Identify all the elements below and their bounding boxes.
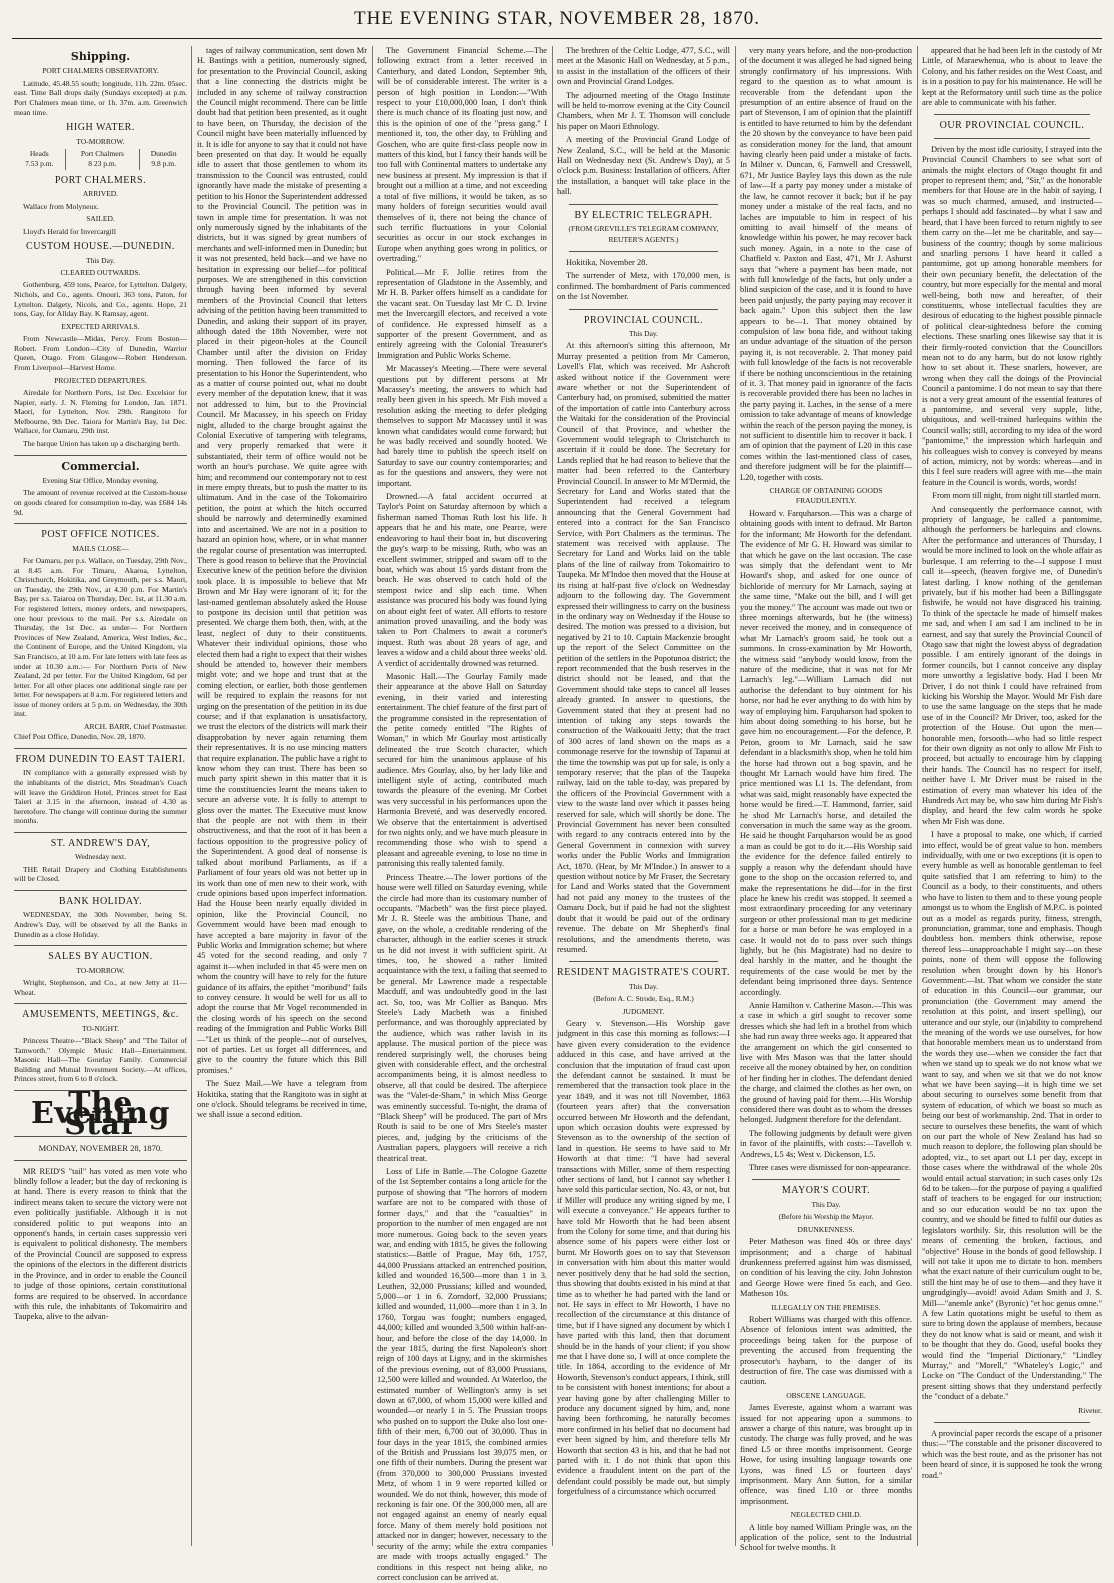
divider bbox=[569, 204, 718, 205]
post-office-date: Chief Post Office, Dunedin, Nov. 28, 1870. bbox=[14, 732, 146, 742]
drowned-item: Drowned.—A fatal accident occurred at Taylor's Point on Saturday afternoon by which a fisherman named Thomas Ruth lost his life. It appears that he and his mate, one Pearce, were endeavoring to haul their boat in, but discovering the guy's warp to be missing, Ruth, who was an excellent swimmer, stripped and swam off to the boat, which was about 15 yards distant from the beach. He was observed to catch hold of the stempost twice and slip each time. When assistance was procured his body was found lying on about eight feet of water. All efforts to restore animation proved unavailing, and the body was taken to Port Chalmers to await a coroner's inquest. Ruth was about 28 years of age, and leaves a widow and a child about three weeks' old. A verdict of accidentally drowned was returned. bbox=[377, 492, 547, 668]
leader-text: MR REID'S "tail" has voted as men vote who blindly follow a leader; but the day of reckoning is at hand. There is every reason to think that the indirect means taken to secure the victory were not even politically justifiable. Although it is not considered politic to put weapons into an opponent's hands, in certain cases suppressio veri is equivalent to political dishonesty. The members of the Provincial Council are supposed to express the opinions of the electors in the different districts in the Province, and in order to enable the Council to judge of those opinions, certain constitutional forms are required to be observed. In accordance with this rule, the inhabitants of Tokomairiro and Taupeka, alive to the advan- bbox=[14, 1166, 187, 1322]
drunkenness-text: Peter Matheson was fined 40s or three days' imprisonment; and a charge of habitual drunkenness preferred against him was dismissed, on condition of his leaving the city. John Johnston and George Howe were fined 5s each, and Geo. Matheson 10s. bbox=[740, 1237, 912, 1299]
neglected-child-text: A little boy named William Pringle was, on the application of the police, sent to the Industrial School for twelve months. It bbox=[740, 1522, 912, 1553]
column-rule bbox=[917, 46, 918, 1546]
mayors-court-sub: This Day. bbox=[811, 1199, 841, 1209]
st-andrews-sub: Wednesday next. bbox=[74, 852, 127, 862]
princess-theatre-item: Princess Theatre.—The lower portions of the house were well filled on Saturday evening, while the circle had more than its customary number of occupants. "Macbeth" was the first piece played. Mr J. R. Steele was the ambitious Thane, and gave, on the whole, a creditable rendering of the character, although in the earlier scenes it struck us he did not invest it with sufficient spirit. At times, too, he showed a rather limited acquaintance with the text, a failing that seemed to be general. Mr Lawrence made a respectable Macduff, and was undoubtedly good in the last act. So, too, was Mr Collier as Banquo. Mrs Steele's Lady Macbeth was a finished performance, and was thoroughly appreciated by the audience, which was rather lavish in its applause. The musical portion of the piece was rendered surprisingly well, the choruses being given with considerable effect, and the orchestral accompaniments being, it is almost needless to observe, all that could be desired. The afterpiece was the "Valet-de-Sham," in which Miss George was eminently successful. To-night, the drama of "Black Sheep" will be produced. The part of Mrs Routh is said to be one of Mrs Steele's master pieces, and, judging by the criticisms of the Australian papers, playgoers will receive a rich theatrical treat. bbox=[377, 872, 547, 1163]
port-chalmers-heading: PORT CHALMERS. bbox=[54, 174, 147, 186]
charge-heading: CHARGE OF OBTAINING GOODS FRAUDULENTLY. bbox=[769, 486, 883, 506]
divider bbox=[14, 945, 187, 946]
custom-house-sub: This Day. bbox=[85, 255, 116, 265]
divider bbox=[14, 890, 187, 891]
post-office-text: For Oamaru, per p.s. Wallace, on Tuesday, 29th Nov., at 8.45 a.m. For Timaru, Akaroa, Lyttelton, Christchurch, Hokitika, and Greymouth, per s.s. Maori, on Tuesday, the 29th Nov., at 4.30 p.m. For Martin's Bay, per s.s. Taiaroa on Thursday, Dec. 1st, at 11.30 a.m. For registered letters, money orders, and newspapers, one hour previous to the mail. Per s.s. Airedale on Thursday, the 1st Dec. as under— For Northern Provinces of New Zealand, America, West Indies, &c., the Continent of Europe, and the United Kingdom, via San Francisco, at 10 a.m. For late letters with late fees as under at 10.30 a.m.:— For Northern Ports of New Zealand, 2d per letter. For the United Kingdom, 6d per letter. For all other places one additional single rate per letter. For newspapers at 8 a.m. For registered letters and issue of money orders at 5 p.m. on Wednesday, the 30th inst. bbox=[14, 555, 187, 719]
tide-place: Heads bbox=[14, 149, 65, 159]
premises-heading: ILLEGALLY ON THE PREMISES. bbox=[771, 1302, 881, 1312]
sales-heading: SALES BY AUCTION. bbox=[48, 951, 153, 963]
provincial-council-heading: PROVINCIAL COUNCIL. bbox=[583, 314, 704, 326]
sailed-text: Lloyd's Herald for Invercargill bbox=[23, 226, 116, 236]
cleared-text: Gothenburg, 459 tons, Pearce, for Lyttelton. Dalgety, Nichols, and Co., agents. Onouri, 363 tons, Paton, for Lyttelton. Dalgety, Nicols, and Co., agents. Hope, 21 tons, Gay, for Allday Bay. K Ramsay, agent. bbox=[14, 280, 187, 319]
political-item: Political.—Mr F. Jollie retires from the representation of Gladstone in the Assembly, and Mr H. B. Parker offers himself as a candidate for the vacant seat. On Tuesday last Mr C. D. Irvine met the Invercargill electors, and received a vote of confidence. He expressed himself as a supporter of the present Government, and as entirely agreeing with the Colonial Treasurer's Immigration and Public Works Scheme. bbox=[377, 267, 547, 360]
tide-place: Dunedin bbox=[150, 149, 177, 158]
judgment-continued: very many years before, and the non-production of the document it was alleged he had signed being strongly confirmatory of his impressions. With regard to the question as to what amount is recoverable from the defendant upon the presumption of an entire absence of fraud on the part of Stevenson, I am of opinion that the plaintiff is entitled to have returned to him by the defendant the 20 shown by the conveyance to have been paid as consideration money for the land, that amount having clearly been paid under a mistake of facts. In Milner v. Duncan, 6, Farnwell and Cresswell, 671, Mr Justice Bayley lays this down as the rule of law—If a party pay money under a mistake of the law, he cannot recover it back; but if he pay money under a mistake of the real facts, and no laches are imputable to him in respect of his omitting to avail himself of the means of knowledge within his power, he may recover back such money. Again, in a note to the case of Chatfield v. Paxton and East, 471, Mr J. Ashurst says that "where a payment has been made, not with full knowledge of the facts, but only under a blind suspicion of the case, and it is found to have been paid unjustly, the party paying may recover it back again." Upon this subject then the law appears to be—1. That money obtained by compulsion of law bona fide, and without taking an undue advantage of the situation of the person paying it, is not recoverable. 2. That money paid with full knowledge of the facts is not recoverable if there be nothing unconscientious in the retaining of it. 3. That money paid in ignorance of the facts is recoverable provided there has been no laches in the party paying it. Laches, in the sense of a mere omission to take advantage of means of knowledge within the reach of the person paying the money, is not sufficient to disentitle him to recover it back. I am of opinion that the payment of L20 in this case comes within the last-mentioned class of cases, and therefore judgment will be for the plaintiff—L20, together with costs. bbox=[740, 46, 912, 482]
post-office-signature: ARCH. BARR, Chief Postmaster. bbox=[84, 722, 187, 732]
masthead: THE EVENING STAR, NOVEMBER 28, 1870. bbox=[353, 8, 761, 29]
column-6 bbox=[922, 46, 1102, 1546]
masonic-hall-item: Masonic Hall.—The Gourlay Family made their appearance at the above Hall on Saturday evening, in their varied and interesting entertainment. The chief feature of the first part of the programme consisted in the representation of the petite comedy entitled "The Rights of Woman," in which Mr Gourlay most artistically delineated the true Scotch character, which secured for him the unanimous applause of his audience. Mrs Gourlay, also, by her lady like and intelligent style of acting, contributed much towards the pleasure of the evening. Mr Corbet was very successful in his performances upon the Harmonia Breveté, and was deservedly encored. We observe that the entertainment is advertised for two nights only, and we have much pleasure in recommending those who wish to spend a pleasant and agreeable evening, to lose no time in patronising this really talented family. bbox=[377, 671, 547, 869]
barque-text: The barque Union has taken up a discharging berth. bbox=[23, 438, 180, 448]
expected-label: EXPECTED ARRIVALS. bbox=[61, 321, 140, 331]
dismissed-text: Three cases were dismissed for non-appearance. bbox=[749, 1163, 911, 1173]
rm-court-heading: RESIDENT MAGISTRATE'S COURT. bbox=[557, 967, 730, 979]
divider bbox=[934, 114, 1090, 115]
commercial-text: The amount of revenue received at the Custom-house on goods cleared for consumption to-day, was £684 14s 9d. bbox=[14, 488, 187, 517]
divider bbox=[934, 138, 1090, 139]
taieri-text: IN compliance with a generally expressed wish by the inhabitants of the district, Mrs Steadman's Coach will leave the Griddiron Hotel, Princes street for East Taieri at 3.15 in the afternoon, instead of 4.30 as heretofore. The change will continue during the summer months. bbox=[14, 768, 187, 826]
projected-text: Airedale for Northern Ports, 1st Dec. Excelsior for Napier, early. J. N. Fleming for London, Jan. 1871. Maori, for Lyttelton, Nov. 29th. Rangitoto for Melbourne, 9th Dec. Taiora for Martin's Bay, 1st Dec. Wallace, for Oamaru, 29th inst. bbox=[14, 388, 187, 436]
telegraph-text: The surrender of Metz, with 170,000 men, is confirmed. The bombardment of Paris commenced on the 1st November. bbox=[557, 271, 730, 302]
our-council-heading: OUR PROVINCIAL COUNCIL. bbox=[939, 120, 1085, 132]
bank-holiday-heading: BANK HOLIDAY. bbox=[58, 896, 143, 908]
mayors-court-heading: MAYOR'S COURT. bbox=[781, 1185, 871, 1197]
default-judgments-text: The following judgments by default were given in favor of the plaintiffs, with costs:—Tavelloh v. Andrews, L5 4s; West v. Dickenson, L5. bbox=[740, 1128, 912, 1159]
tide-place: Port Chalmers bbox=[65, 149, 140, 159]
column-2 bbox=[197, 46, 367, 1546]
neglected-child-heading: NEGLECTED CHILD. bbox=[790, 1510, 862, 1520]
divider bbox=[14, 455, 187, 456]
commercial-office: Evening Star Office, Monday evening. bbox=[42, 475, 159, 485]
hamilton-case-text: Annie Hamilton v. Catherine Mason.—This was a case in which a girl sought to recover some dresses which she had left in a brothel from which she had run away three weeks ago. It appeared that the arrangement on which the girl consented to live with Mrs Mason was that the latter should receive all the money obtained by her, on condition of her finding her in clothes. The defendant denied the charge, and claimed the clothes as her own, on the ground of having paid for them.—His Worship considered there was doubt as to whom the dresses belonged. Judgment therefore for the defendant. bbox=[740, 1000, 912, 1125]
divider bbox=[14, 748, 187, 749]
post-office-heading: POST OFFICE NOTICES. bbox=[41, 529, 160, 541]
st-andrews-text: THE Retail Drapery and Clothing Establishments will be Closed. bbox=[14, 864, 187, 884]
grand-lodge-item: A meeting of the Provincial Grand Lodge of New Zealand, S.C., will be held at the Masonic Hall on Wednesday next (St. Andrew's Day), at 5 o'clock p.m. Business: Installation of officers. After the installation, a banquet will take place in the hall. bbox=[557, 135, 730, 197]
paper-date: MONDAY, NOVEMBER 28, 1870. bbox=[38, 1143, 163, 1154]
st-andrews-heading: ST. ANDREW'S DAY, bbox=[50, 838, 151, 850]
shipping-heading: Shipping. bbox=[70, 50, 131, 63]
telegraph-sub: (FROM GREVILLE'S TELEGRAM COMPANY, REUTER'S AGENTS.) bbox=[568, 224, 719, 244]
divider bbox=[14, 1160, 187, 1161]
tide-time: 9.8 p.m. bbox=[151, 159, 176, 169]
provincial-council-text: At this afternoon's sitting this afternoon, Mr Murray presented a petition from Mr Cameron, Lovell's Flat, which was received. Mr Ashcroft asked without notice if the Government were aware whether or not the Superintendent of Canterbury had, on promised, submitted the matter of the importation of cattle into Canterbury across the Waitaki for the consideration of the Provincial Council of that Province, and whether the Government would telegraph to Christchurch to ascertain if it could be done. The Secretary for Lands replied that he had reason to believe that the matter had been referred to the Canterbury Provincial Council. In answer to Mr M'Dermid, the Secretary for Land and Works stated that the Superintendent had received a telegram announcing that the General Government had entered into a contract for the San Francisco Service, with Port Chalmers as the terminus. The statement was received with applause. The Secretary for Land and Works laid on the table plans of the line of railway from Tokomairiro to Taupeka. Mr M'Indoe then moved that the House at its rising at half-past five o'clock on Wednesday adjourn to the following day. The Government expressed their willingness to carry on the business in the ordinary way on Wednesday if the House so desired. The motion was pressed to a division, but negatived by 21 to 10. Captain Mackenzie brought up the report of the Select Committee on the petition of the settlers in the Popotunoa district; the report recommended that the bush reserves in the district should not be leased, and that the Government should take steps to cancel all leases already granted. In answer to questions, the Government stated that they at present had no intention of taking any steps towards the construction of the Waikouaiti Jetty; that the tract of 300 acres of land shown on the maps as a commonage reserve for the township of Tapanui at the time the township was put up for sale, is only a temporary reserve; that the plan of the Taupeka railway, laid on the table to-day, was prepared by the officers of the Provincial Government with a view to the waste land over which it passes being reserved for sale, which will shortly be done. The Provincial Government has never been consulted with regard to any contracts entered into by the General Government in connexion with survey works under the Public Works and Immigration Act, 1870. (Hear, by Mr M'Indoe.) In answer to a question without notice by Mr Fraser, the Secretary for Land and Works stated that the Government had not paid any money to the trustees of the Oamaru Dock, but if paid he had not the slightest doubt that it would be paid out of the ordinary revenue. The debate on Mr Shepherd's final resolutions, and the amendments thereto, was resumed. bbox=[557, 341, 730, 954]
prisoner-escape-item: A provincial paper records the escape of a prisoner thus:—"The constable and the prisoner discovered to which was the best route, and as the prisoner has not been heard of since, it is supposed he took the wrong road." bbox=[922, 1429, 1102, 1480]
post-office-sub: MAILS CLOSE— bbox=[72, 543, 129, 553]
column-rule bbox=[552, 46, 553, 1546]
suez-mail-item: The Suez Mail.—We have a telegram from Hokitika, stating that the Rangitoto was in sight at one o'clock. Should telegrams be received in time, we shall issue a second edition. bbox=[197, 1079, 367, 1120]
column-rule bbox=[372, 46, 373, 1546]
rm-court-text: Geary v. Stevenson.—His Worship gave judgment in this case this morning as follows:—I have given every consideration to the evidence adduced in this case, and have arrived at the conclusion that the imputation of fraud cast upon the defendant cannot be sustained. It must be remembered that the transaction took place in the year 1849, and it was not till November, 1863 (fourteen years after) that the conversation occurred between Mr Howorth and the defendant, upon which occasion doubts were expressed by Stevenson as to the ownership of the section of land in question. He seems to have said to Mr Howorth at that time: "I have had several transactions with Miller, some of them respecting other sections of land, but I cannot say whether I have sold this particular section, No. 43, or not, but if Miller will produce any writing signed by me, I will execute a conveyance." He appears further to have told Mr Howorth that he had been absent from the Colony for some time, and that during his absence some of his papers were either lost or burnt. Mr Howorth goes on to say that Stevenson in conversation with him about this matter would never positively deny that he had sold the section, thus showing that doubts existed in his mind at that time as to whether he had parted with the land or not. He says in effect to Mr Howorth, I have no recollection of the circumstance at this distance of time, but if I have signed any document by which I have parted with this land, then that document should be in the hands of your client; if you show me that I have done so, I will at once complete the title. In 1864, according to the evidence of Mr Howorth, Stevenson's conduct appears, I think, still to be consistent with honest intentions; for about a year having gone by after challenging Miller to produce any document signed by him, and, none having been forthcoming, he naturally becomes more confirmed in his belief that no document had ever been signed by him, and therefore tells Mr Howorth that section 43 is his, and that he had not parted with it. I do not think that upon this evidence a fraudulent intent on the part of the defendant could possibly be made out, but simply forgetfulness of a circumstance which occurred bbox=[557, 1018, 730, 1497]
column-1 bbox=[14, 46, 187, 1546]
divider bbox=[752, 1179, 900, 1180]
obscene-heading: OBSCENE LANGUAGE. bbox=[786, 1390, 866, 1400]
column-5 bbox=[740, 46, 912, 1553]
telegraph-dateline: Hokitika, November 28. bbox=[566, 257, 648, 267]
sales-text: Wright, Stephenson, and Co., at new Jetty at 11—Wheat. bbox=[14, 978, 187, 997]
child-continued: appeared that he had been left in the custody of Mr Little, of Maraewhenua, who is about to leave the Colony, and his father resides on the West Coast, and is in a position to pay for his maintenance. He will be kept at the Reformatory until such time as the police are able to communicate with his father. bbox=[922, 46, 1102, 108]
rm-court-judgment: JUDGMENT. bbox=[622, 1006, 665, 1016]
telegraph-heading: BY ELECTRIC TELEGRAPH. bbox=[574, 209, 713, 221]
council-letter-p2: And consequently the performance cannot, with propriety of language, be called a pantomime, although the performers be harlequins and clowns. After the performance and utterances of Thursday, I would be more inclined to look on the whole affair as burlesque. I am referring to the—I suppose I must call it—speech, (heaven forgive me, of Dunedin's latest darling. I know nothing of the gentleman privately, but if his mother had been a Billingsgate fishwife, he would not have disgraced his training. To think of the spectacle he made of himself makes me sad, and when I am sad I am inclined to be in earnest, and say that surely the Provincial Council of Otago saw that night the lowest abyss of degradation possible. I am entirely ignorant of the doings in former councils, but I cannot conceive any display more unworthy a legislative body. Had I been Mr Driver, I do not think I could have refrained from kicking his Worship the Mayor. Would Mr Fish dare to use the same language on the steps that he made use of in the Council? Mr Driver, too, asked for the protection of the House. Out upon the men—honorable men, forsooth—who had so little respect for their own dignity as not only to allow Mr Fish to proceed, but actually to encourage him by clapping their hands. The Council has no respect for itself, neither have I. Mr Driver must be raised in the estimation of every man whatever his idea of the Hundreds Act may be, who saw him during Mr Fish's display, and heard the few calm words he spoke when Mr Fish was done. bbox=[922, 504, 1102, 826]
premises-text: Robert Williams was charged with this offence. Absence of felonious intent was admitted, the proceedings being taken for the purpose of preventing the accused from frequenting the prosecutor's haybarn, to the danger of its destruction of fire. The case was dismissed with a caution. bbox=[740, 1314, 912, 1387]
commercial-heading: Commercial. bbox=[61, 459, 140, 473]
cleared-label: CLEARED OUTWARDS. bbox=[60, 268, 141, 278]
rm-court-sub: This Day. bbox=[628, 981, 659, 991]
amusements-sub: TO-NIGHT. bbox=[81, 1023, 119, 1033]
top-rule bbox=[12, 38, 1102, 39]
arrived-label: ARRIVED. bbox=[82, 189, 119, 199]
column-rule bbox=[735, 46, 736, 1546]
rm-court-before: (Before A. C. Strode, Esq., R.M.) bbox=[593, 994, 694, 1004]
howard-case-text: Howard v. Farquharson.—This was a charge of obtaining goods with intent to defraud. Mr Barton for the informant; Mr Howorth for the defendant. The evidence of Mr G. H. Howard was similar to that which he gave on the last occasion. The case was simply that the defendant went to Mr Howard's shop, and asked for one ounce of bichloride of mercury for Mr Larnach, saying at the same time, "Make out the bill, and I will get you the money." The account was made out two or three mornings afterwards, but he (the witness) never received the money, and in consequence of what Mr Larnach's groom said, he took out a summons. In cross-examination by Mr Howorth, the witness said "anybody would know, from the nature of the medicine, that it was not for Mr Larnach's leg."—William Larnach did not authorise the defendant to buy ointment for his horse, nor had he ever anything to do with him by way of employing him. Farquharson had spoken to him about doing something to his horse, but he gave him no encouragement.—For the defence, P. Peton, groom to Mr Larnach, said he saw defendant in a blacksmith's shop, when he told him the horse had thrown out a bog spavin, and he thought Mr Larnach would have him fired. The price mentioned was L1 1s. The defendant, from what was said, might reasonably have expected the horse would be fired.—T. Hammond, farrier, said he shod Mr Larnach's horse, and detailed the conversation in much the same way as the groom. He said he thought Farquharson would be as good a man as could be got to do it.—His Worship said the evidence for the defence failed entirely to supply a reason why the defendant should have gone to the shop on the occasion referred to, and make the representations he did—for in the first place he knew his credit was stopped. It seemed a most extraordinary proceeding for any veterinary surgeon or other professional man to get medicine for a horse or man before he was employed in a case. It would not do to pass over such things lightly, but he (his Magistrate) had no desire to deal harshly in the matter, and he thought the requirements of the case would be met by the defendant being imprisoned three days. Sentence accordingly. bbox=[740, 508, 912, 997]
council-letter-p3: I have a proposal to make, one which, if carried into effect, would be of great value to hon. members individually, with one or two exceptions (it is open to every humble as well as honorable gentleman to feel quite satisfied that I am referring to him) to the Council as a body, to their constituents, and others who have to listen to them and to these young people amongst us to whom the English of M.P.C. is pointed out as a model as regards purity, fitness, strength, pronunciation, grammar, tone and emphasis. Though doubtless hon. members think otherwise, repose thereof less—unapproachable I might say—on these points, none of them will oppose the following resolution when brought down by his Honor's Government:—Ist. That whom we consider the state of education in this Council—our grammar, our pronunciation (the Government may amend the resolution at this point, and insert spelling), our utterance and our style, our (in)ability to comprehend the meaning of the words we use ourselves, for how that honorable members mean us to understand from the words they use—when we consider the fact that when we stand up to speak we do not know what we want to say, and when we sit that we do not know what we have been saying—it is high time we set about securing to ourselves some benefit from that system of education, of which we boast so much as being our best of workmanship. 2nd. That in order to secure to ourselves these benefits, the want of which on our part the whole of New Zealand has had so much reason to deplore, the following plan should be adopted, viz., to set apart out L1 per day, except in those cases where the withdrawal of the whole 20s would entail actual starvation; in such cases only 12s 6d to be taken—for the purpose of paying a qualified staff of teachers to be engaged for our instruction; and so our education would be no tax upon the country, and we should be fitted to fulfil our duties as legislators worthily. Sir, this resolution will be the means of cementing the broken, factious, and "objective" House in the bonds of good fellowship. I will not take it upon me to dictate to hon. members what the exact nature of their curriculum ought to be, still the hint may be of use to them—and they have it ungrudgingly—avoid! avoid Adam Smith and J. S. Mill—"anemle anke" (Byronic) "et hoc genus omne." A few Latin quotations might be useful to them as sure to bring down the applause of members, because they do not know what is said or meant, and wish it to be thought that they do. Good, useful books they would find the "Imperial Dictionary," "Lindley Murray," and "Morell," "Whateley's Logic," and Locke on "The Conduct of the Understanding." The present sitting shows that they understand perfectly the "conduct of a debate." bbox=[922, 830, 1102, 1402]
divider bbox=[569, 251, 718, 252]
obscene-text: James Evereste, against whom a warrant was issued for not appearing upon a summons to answer a charge of this nature, was brought up in custody. The charge was fully proved, and he was fined L5 or three months imprisonment. George Howe, for using insulting language towards one Lyons, was fined L5 or fourteen days' imprisonment. Mary Ann Sutton, for a similar offence, was fined L10 or three months imprisonment. bbox=[740, 1403, 912, 1506]
divider bbox=[569, 309, 718, 310]
celtic-lodge-item: The brethren of the Celtic Lodge, 477, S.C., will meet at the Masonic Hall on Wednesday, at 5 p.m., to assist in the installation of the officers of their own and Provincial Grand Lodges. bbox=[557, 46, 730, 87]
council-letter-verse: From morn till night, from night till startled morn. bbox=[932, 491, 1101, 501]
high-water-sub: TO-MORROW. bbox=[76, 136, 125, 146]
projected-label: PROJECTED DEPARTURES. bbox=[54, 375, 147, 385]
macassey-meeting-item: Mr Macassey's Meeting.—There were several questions put by different persons at Mr Macassey's meeting, the answers to which had really been given in his speech. Mr Fish moved a resolution asking the meeting to defer pledging themselves to support Mr Macassey until it was known what candidates would come forward; but he was badly received and soundly hooted. We had barely time to publish the speech itself on Saturday to save our country contemporaries; and as for the questions and answers, they were not important. bbox=[377, 364, 547, 488]
otago-institute-item: The adjourned meeting of the Otago Institute will be held to-morrow evening at the City Council Chambers, when Mr J. T. Thomson will conclude his paper on Maori Ethnology. bbox=[557, 90, 730, 131]
divider bbox=[569, 961, 718, 962]
divider bbox=[14, 1003, 187, 1004]
paper-title: The Evening Star bbox=[31, 1086, 170, 1142]
observatory-heading: PORT CHALMERS OBSERVATORY. bbox=[42, 66, 159, 76]
bank-holiday-text: WEDNESDAY, the 30th November, being St. Andrew's Day, will be observed by all the Banks in Dunedin as a close Holiday. bbox=[14, 910, 187, 939]
observatory-text: Latitude, 45.48.55 south; longitude, 11h. 22m. 05sec. east. Time Ball drops daily (Sundays excepted) at p.m. Port Chalmers mean time, or 1h. 37m. a.m. Greenwich mean time. bbox=[14, 78, 187, 117]
financial-scheme-item: The Government Financial Scheme.—The following extract from a letter received in Canterbury, and dated London, September 9th, will be of considerable interest. The writer is a person of high position in London:—"With respect to your £10,000,000 loan, I don't think there is much chance of its floating just now, and this is the opinion of one of the "press gang." I mentioned it, too, the other day, to Frühling and Goschen, who are quite first-class people now in matters of this kind, but I fancy their hands will be too full with Continental matters to undertake any new business at present. My impression is that if brought out a million at a time, and not exceeding a total of five millions, it would be taken, as so many holders of foreign securities would avail themselves of it, there not being the chance of such terrific fluctuations in your Colonial securities as occur in our stock exchanges in Europe when anything goes wrong in politics, or overtrading." bbox=[377, 46, 547, 264]
divider bbox=[14, 523, 187, 524]
council-letter-signature: Riveter. bbox=[1078, 1405, 1102, 1415]
drunkenness-heading: DRUNKENNESS. bbox=[797, 1224, 855, 1234]
custom-house-heading: CUSTOM HOUSE.—DUNEDIN. bbox=[26, 241, 175, 253]
column-4 bbox=[557, 46, 730, 1546]
high-water-heading: HIGH WATER. bbox=[66, 122, 135, 134]
column-3 bbox=[377, 46, 547, 1582]
amusements-heading: AMUSEMENTS, MEETINGS, &c. bbox=[22, 1009, 179, 1021]
tide-time: 8 23 p.m. bbox=[65, 159, 140, 169]
tide-time: 7.53 p.m. bbox=[14, 159, 65, 169]
arrived-text: Wallace from Molyneux. bbox=[23, 201, 99, 211]
council-letter-p1: Driven by the most idle curiosity, I strayed into the Provincial Council Chambers to see what sort of animals the might electors of Otago thought fit and proper to represent them; and, "Sir," as the honorable members for that House are in the habit of saying, I was so much charmed, amused, and instructed—perhaps I should add fascinated—by what I saw and heard, that I have been forced to return nightly to see them carry on the—let me be charitable, and say—business of the country; though by some malicious and snarling persons I have heard it called a pantomime, got up among honorable members for their own pecuniary benefit, the delectation of the country, but more especially for the mental and moral well-being, both now and hereafter, of their constituents, whose intellectual faculties they are desirous of educating to the highest possible pinnacle of political clear-sightedness before the coming elections. These snarling ones likewise say that it is their firmly-rooted conviction that the Councillors mean not to do any harm, but do not know rightly how to set about it. These snarlers, however, are wrong when they call the doings of the Provincial Council a pantomime. I do not mean to say that there is not a very great amount of the essential features of a pantomime, and several very supple, lithe, ubiquitous, and well-trained harlequins within the Council walls; still, according to my idea of the word "pantomime," the impression which harlequin and his colleagues wish to convey is conveyed by means of action, mimicry, not by words: whereas—and in this I feel sure readers will agree with me—the main feature in the Council is words, words, words! bbox=[922, 144, 1102, 487]
provincial-council-sub: This Day. bbox=[628, 328, 659, 338]
sailed-label: SAILED. bbox=[86, 214, 115, 224]
divider bbox=[934, 1422, 1090, 1423]
divider bbox=[14, 832, 187, 833]
mayors-court-before: (Before his Worship the Mayor. bbox=[778, 1212, 874, 1222]
sales-sub: TO-MORROW. bbox=[76, 965, 125, 975]
column-rule bbox=[191, 46, 192, 1546]
amusements-text: Princess Theatre—"Black Sheep" and "The Tailor of Tamworth." Olympic Music Hall—Entertainment. Masonic Hall—The Gourlay Family. Commercial Building and Mutual Investment Society.—At offices, Princes street, from 6 to 8 o'clock. bbox=[14, 1036, 187, 1084]
expected-text: From Newcastle—Midas, Percy. From Boston—Robert. From London—City of Dunedin, Warrior Queen, Otago. From Glasgow—Robert Henderson. From Liverpool—Harvest Home. bbox=[14, 334, 187, 372]
loss-of-life-item: Loss of Life in Battle.—The Cologne Gazette of the 1st September contains a long article for the purpose of showing that "The horrors of modern warfare are not to be compared with those of former days," and that the "casualties" in proportion to the number of men engaged are not more numerous. Going back to the seven years war, and ending with 1815, he gives the following statistics:—Battle of Prague, May 6th, 1757, 44,000 Prussians attacked an entrenched position, killed and wounded 16,500—more than 1 in 3. Leuthen, 32,000 Prussians; killed and wounded, 5,000—or 1 in 6. Zorndorf, 32,000 Prussians; killed and wounded, 11,000—more than 1 in 3. In 1760, Torgau was fought; numbers engaged, 44,000; killed and wounded 3,500 within half-an-hour, and before the close of the day 14,000. In the year 1815, during the first Napoleon's short reign of 100 days at Ligny, and in the skirmishes of the previous evening, out of 83,000 Prussians, 12,500 were killed and wounded. At Waterloo, the estimated number of Wellington's army is set down at 67,000, of whom 15,000 were killed and wounded—or nearly 1 in 5. The Prussian troops who pushed on to support the Duke also lost one-fifth of their men, 6,700 out of 30,000. Thus in four days in the year 1815, the combined armies of the British and Prussians lost 39,075 men, or one fifth of their numbers. During the present war (from 370,000 to 300,000 Prussians invested Metz, of whom 1 in 9 were reported killed or wounded. We do not think, however, this mode of reckoning is fair one. Of the 300,000 men, all are not engaged against an enemy of nearly equal force. Many of them merely hold positions not attacked nor in danger; however, necessary to the security of the army; while the extra companies are made with troops actually engaged." The conditions in this respect not being alike, no correct conclusion can be arrived at. bbox=[377, 1167, 547, 1582]
leader-continued: tages of railway communication, sent down Mr H. Bastings with a petition, numerously signed, for presentation to the Provincial Council, asking that a line connecting the districts might be included in any scheme of railway construction the Council might recommend. There can be little doubt had that petition been presented, as it ought to have been, on Thursday, the decision of the Council might have been materially influenced by it. It is idle for anyone to say that it could not have been presented on that day. It would be equally idle to assert that those gentlemen to whom its transmission to the Council was entrusted, could ignorantly have made the mistake of presenting a petition to his Honor the Superintendent addressed to the Provincial Council. The petition was in town in ample time for presentation. It was not only numerously signed by the inhabitants of the districts, but it was signed by great numbers of merchants and well-informed men in Dunedin; but it was not presented, held back—and we have no hesitation in expressing our belief—for political purposes. We are strengthened in this conviction through having been informed by several members of the Provincial Council that letters advising of the petition having been transmitted to Dunedin, and asking their support of its prayer, although dated the 18th November, were not placed in their pigeon-holes at the Council Chamber until after the division on Friday morning. Then followed the farce of its presentation to his Honor the Superintendent, who as a matter of course pointed out, what no doubt every member of the deputation knew, that it was not addressed to him, but to the Provincial Council. Mr Macassey, in his speech on Friday night, alluded to the charge brought against the Colonial Executive of tampering with telegrams, and very properly remarked that were it substantiated, their term of office would not be worth an hour's purchase. We quite agree with him; and recommend our contemporary not to rest in mere empty threats, but to push the matter to its ultimatum. And in the case of the Tokomairiro petition, the point at which the hitch occurred should be narrowly and determinedly examined into and ascertained. We are not in a position to hazard an opinion how, where, or in what manner the regular course of presentation was interrupted. There is good reason to believe that the Provincial Executive knew of the petition before the division took place. It is impossible to believe that Mr Brown and Mr Hay were ignorant of it; for the last-named gentleman absolutely asked the House to postpone its decision until that petition was presented. We charge them both, then, with, at the least, neglect of duty to their constituents. Whatever their individual opinions, those who elected them had a right to expect that their wishes should be attended to, however their members might vote; and we hope and trust that at the coming election, or earlier, both those gentlemen will be required to explain the reasons for not urging on the presentation of the petition in its due course; and if that explanation is unsatisfactory, we trust the electors of the districts will mark their disapprobation by never again returning them their representatives. It is no use mincing matters that require explanation. The public have a right to know whom they can trust. There has been so much party spirit shewn in this matter that it is time the constituencies learnt the means taken to secure an adverse vote. It is folly to attempt to gloss over the matter. The Executive must know that the people are not with them in their obstructiveness, and that the root of it has been a factious opposition to the progressive policy of the Superintendent. A good deal of nonsense is talked about moribund Parliaments, as if a Parliament of four years old was not better up in its work than one of men new to their work, with crude opinions based upon imperfect information. Had the House been nearly equally divided in opinion, like the Provincial Council, no Government would have been mad enough to have accepted a bare majority in favor of the Public Works and Immigration scheme; but where 45 voted for the second reading, and only 7 against it—when included in that 45 were men on whom the country will have to rely for the future guidance of its affairs, the epithet "moribund" fails to convey censure. It would be well for us all to adopt the course that Mr Vogel recommended in the closing words of his speech on the second reading of the Immigration and Public Works Bill—"Let us think of the people—not of ourselves, not of parties. Let us forget all differences, and give to the country the future which this Bill promises." bbox=[197, 46, 367, 1075]
taieri-heading: FROM DUNEDIN TO EAST TAIERI. bbox=[15, 754, 186, 766]
tide-table bbox=[14, 149, 187, 170]
